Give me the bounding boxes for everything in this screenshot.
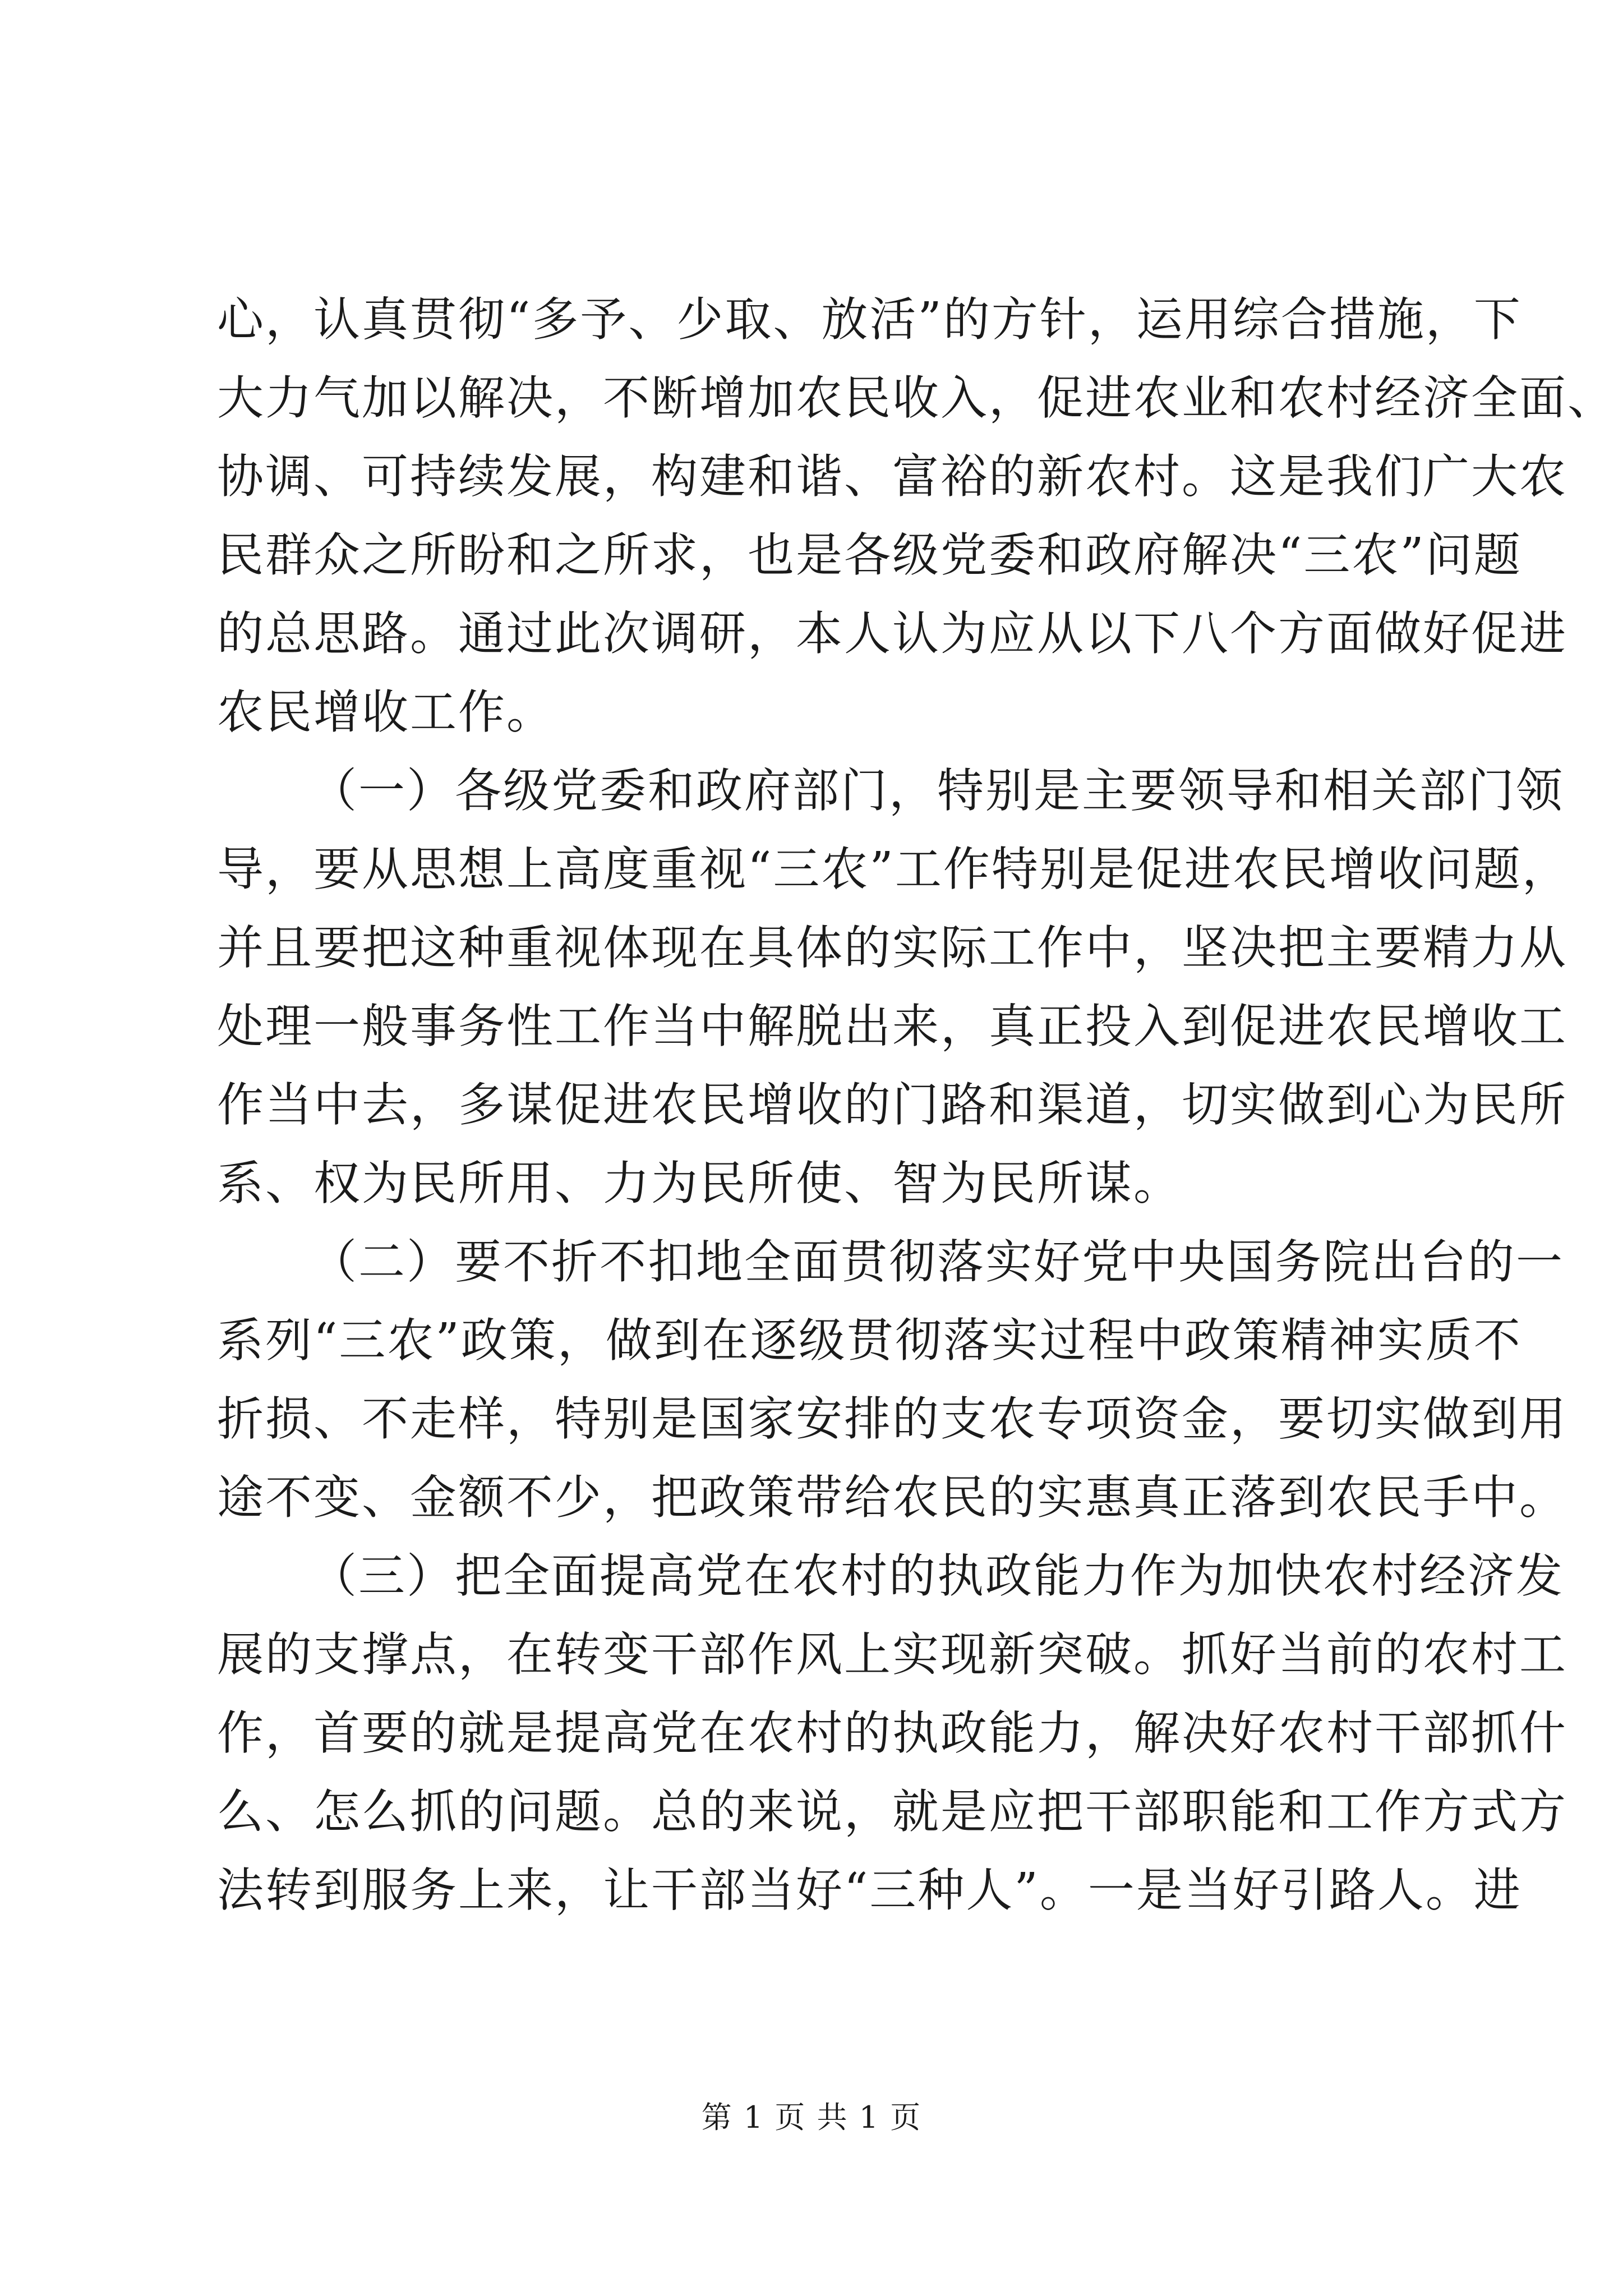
text-line: 大力气加以解决，不断增加农民收入，促进农业和农村经济全面、 bbox=[217, 371, 1616, 425]
text-line: 协调、可持续发展，构建和谐、富裕的新农村。这是我们广大农 bbox=[217, 449, 1567, 504]
text-line: 民群众之所盼和之所求，也是各级党委和政府解决“三农”问题 bbox=[217, 528, 1522, 582]
text-line: 的总思路。通过此次调研，本人认为应从以下八个方面做好促进 bbox=[217, 606, 1567, 661]
text-line: 心，认真贯彻“多予、少取、放活”的方针，运用综合措施，下 bbox=[217, 292, 1522, 347]
text-line: 导，要从思想上高度重视“三农”工作特别是促进农民增收问题， bbox=[217, 842, 1570, 896]
text-line: 法转到服务上来，让干部当好“三种人”。一是当好引路人。进 bbox=[217, 1863, 1522, 1917]
text-line: 折损、不走样，特别是国家安排的支农专项资金，要切实做到用 bbox=[217, 1392, 1567, 1446]
text-line: 系、权为民所用、力为民所使、智为民所谋。 bbox=[217, 1156, 1182, 1211]
text-line: 展的支撑点，在转变干部作风上实现新突破。抓好当前的农村工 bbox=[217, 1627, 1567, 1682]
text-line: 农民增收工作。 bbox=[217, 685, 555, 739]
document-body bbox=[217, 280, 1616, 1930]
text-line: 并且要把这种重视体现在具体的实际工作中，坚决把主要精力从 bbox=[217, 921, 1567, 975]
text-line: 作，首要的就是提高党在农村的执政能力，解决好农村干部抓什 bbox=[217, 1706, 1567, 1760]
paragraph-3-start: （三）把全面提高党在农村的执政能力作为加快农村经济发 bbox=[310, 1549, 1564, 1603]
text-line: 途不变、金额不少，把政策带给农民的实惠真正落到农民手中。 bbox=[217, 1470, 1567, 1525]
text-line: 作当中去，多谋促进农民增收的门路和渠道，切实做到心为民所 bbox=[217, 1078, 1567, 1132]
text-line: 么、怎么抓的问题。总的来说，就是应把干部职能和工作方式方 bbox=[217, 1784, 1567, 1839]
paragraph-1-start: （一）各级党委和政府部门，特别是主要领导和相关部门领 bbox=[310, 763, 1564, 818]
text-line: 系列“三农”政策，做到在逐级贯彻落实过程中政策精神实质不 bbox=[217, 1313, 1522, 1368]
paragraph-2-start: （二）要不折不扣地全面贯彻落实好党中央国务院出台的一 bbox=[310, 1235, 1564, 1289]
text-line: 处理一般事务性工作当中解脱出来，真正投入到促进农民增收工 bbox=[217, 999, 1567, 1053]
page-footer: 第 1 页 共 1 页 bbox=[701, 2100, 922, 2135]
